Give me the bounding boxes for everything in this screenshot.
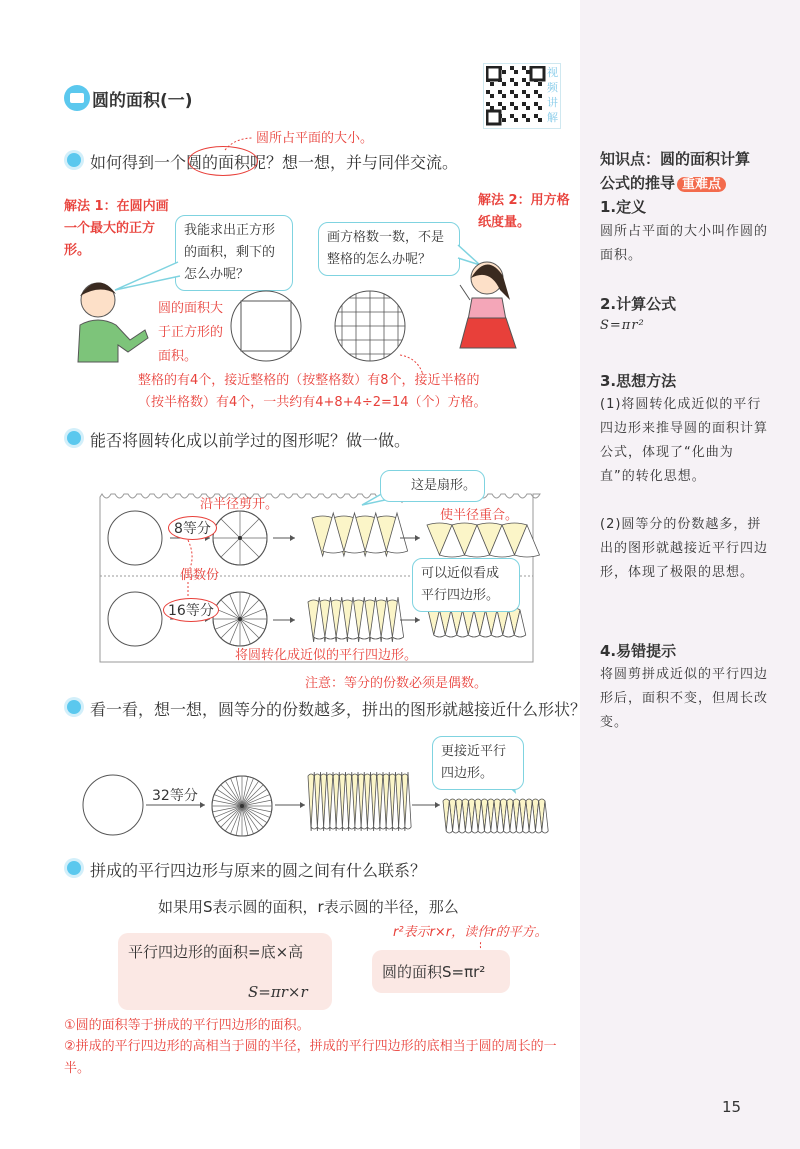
- pointer-arrow: [225, 138, 253, 150]
- r-squared-note: r²表示r×r，读作r的平方。: [393, 925, 548, 940]
- page-number: 15: [722, 1098, 742, 1116]
- even-warning-note: 注意：等分的份数必须是偶数。: [305, 676, 488, 691]
- square-note: 圆的面积大于正方形的面积。: [158, 301, 224, 364]
- closer-speech-bubble: 更接近平行四边形。: [432, 736, 524, 790]
- bubble-tail: [115, 262, 180, 290]
- center-dot: [238, 617, 242, 621]
- method-2-label: 解法 2：用方格纸度量。: [478, 193, 570, 230]
- girl-speech-bubble: 画方格数一数，不是整格的怎么办呢？: [318, 222, 460, 276]
- bubble-tail: [458, 245, 480, 265]
- boy-body: [78, 320, 148, 362]
- bullet-icon: [67, 431, 81, 445]
- section-2-heading: 2.计算公式: [600, 295, 677, 313]
- center-dot: [240, 804, 244, 808]
- original-circle: [83, 775, 143, 835]
- convert-note: 将圆转化成近似的平行四边形。: [235, 648, 418, 663]
- area-definition-note: 圆所占平面的大小。: [256, 131, 374, 146]
- even-parts-note: 偶数份: [180, 568, 220, 583]
- girl-skirt: [460, 318, 516, 348]
- original-circle: [108, 511, 162, 565]
- bullet-icon: [67, 700, 81, 714]
- sector-speech-bubble: 这是扇形。: [380, 470, 485, 502]
- parallelogram-formula: 平行四边形的面积=底×高: [128, 943, 304, 961]
- bullet-icon: [67, 861, 81, 875]
- sidebar-title-text: 公式的推导: [600, 174, 676, 192]
- question-2: 能否将圆转化成以前学过的图形呢？做一做。: [90, 431, 411, 450]
- center-dot: [238, 536, 242, 540]
- thirty-two-parts-label: 32等分: [152, 788, 198, 804]
- section-3-text-1: (1)将圆转化成近似的平行四边形来推导圆的面积计算公式，体现了“化曲为直”的转化思想。: [600, 397, 769, 484]
- section-4-text: 将圆剪拼成近似的平行四边形后，面积不变，但周长改变。: [600, 667, 769, 730]
- eight-parts-label: 8等分: [168, 516, 217, 540]
- count-note-line-1: 整格的有4个，接近整格的（按整格数）有8个，接近半格的: [138, 373, 480, 388]
- section-1-heading: 1.定义: [600, 198, 647, 216]
- method-1-label: 解法 1：在圆内画一个最大的正方形。: [64, 199, 169, 258]
- variables-intro: 如果用S表示圆的面积，r表示圆的半径，那么: [158, 898, 459, 916]
- relation-note-2: ②拼成的平行四边形的高相当于圆的半径，拼成的平行四边形的底相当于圆的周长的一半。: [64, 1039, 557, 1076]
- question-4: 拼成的平行四边形与原来的圆之间有什么联系？: [90, 861, 427, 880]
- circle-formula-box: [372, 950, 510, 993]
- circle-area-formula: 圆的面积S=πr²: [382, 963, 486, 981]
- qr-label: 视频讲解: [547, 66, 558, 124]
- page-title: 圆的面积(一): [92, 91, 193, 111]
- approx-speech-bubble: 可以近似看成平行四边形。: [412, 558, 520, 612]
- section-2-formula: S=πr²: [600, 318, 645, 333]
- section-1-text: 圆所占平面的大小叫作圆的面积。: [600, 224, 769, 263]
- pointer-arrow: [400, 355, 423, 375]
- derived-formula: S=πr×r: [248, 983, 308, 1001]
- sidebar-title-line-2: [600, 172, 726, 193]
- section-3-text-2: (2)圆等分的份数越多，拼出的图形就越接近平行四边形，体现了极限的思想。: [600, 517, 769, 580]
- parallelogram-formula-box: [118, 933, 332, 1010]
- section-3-heading: 3.思想方法: [600, 372, 677, 390]
- arrowhead-icon: [435, 802, 440, 808]
- relation-note-1: ①圆的面积等于拼成的平行四边形的面积。: [64, 1018, 310, 1033]
- arrowhead-icon: [200, 802, 205, 808]
- question-3: 看一看，想一想，圆等分的份数越多，拼出的图形就越接近什么形状？: [90, 700, 587, 719]
- merge-note: 使半径重合。: [440, 508, 519, 523]
- sixteen-parts-label: 16等分: [163, 598, 219, 622]
- question-1: 如何得到一个圆的面积呢？想一想，并与同伴交流。: [90, 153, 459, 172]
- boy-speech-bubble: 我能求出正方形的面积，剩下的怎么办呢？: [175, 215, 293, 291]
- original-circle: [108, 592, 162, 646]
- arrowhead-icon: [300, 802, 305, 808]
- count-note-line-2: （按半格数）有4个，一共约有4+8+4÷2=14（个）方格。: [138, 395, 487, 410]
- cut-note: 沿半径剪开。: [200, 497, 279, 512]
- key-point-badge: 重难点: [677, 177, 726, 192]
- sidebar-title-line-1: 知识点：圆的面积计算: [600, 150, 751, 168]
- section-4-heading: 4.易错提示: [600, 642, 677, 660]
